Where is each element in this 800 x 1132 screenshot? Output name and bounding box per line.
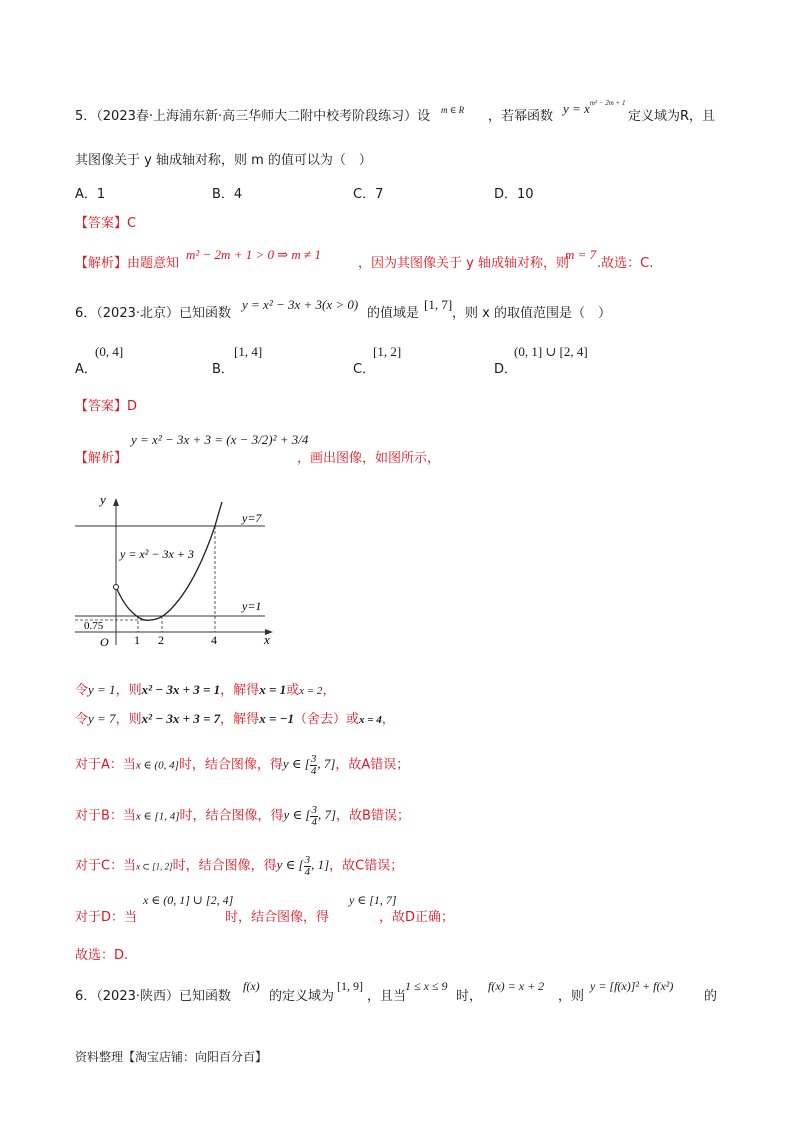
q7-line1-a: 6．（2023·陕西）已知函数 bbox=[75, 989, 231, 1004]
q6-conclusion: 故选：D. bbox=[75, 948, 129, 963]
q6-analysis-math: y = x² − 3x + 3 = (x − 3/2)² + 3/4 bbox=[131, 432, 309, 447]
q6-case-a: 对于A：当x ∈ (0, 4]时，结合图像，得y ∈ [ $\frac{3}{4}$ , 7]，故A错误； bbox=[75, 753, 410, 777]
q6-option-b-label: B． bbox=[212, 362, 234, 377]
q6-case-c: 对于C：当x ⊂ [1, 2]时，结合图像，得y ∈ [ $\frac{3}{4}$ , 1]，故C错误； bbox=[75, 854, 404, 878]
graph-x-tick-2: 2 bbox=[158, 633, 164, 647]
q6-option-b-value: [1, 4] bbox=[234, 344, 263, 359]
q7-func: f(x) bbox=[243, 979, 260, 993]
y-axis-arrow bbox=[113, 498, 119, 506]
q6-tail: ，则 x 的取值范围是（ ） bbox=[452, 306, 611, 321]
q6-option-d-label: D． bbox=[494, 362, 518, 377]
q7-domain: [1, 9] bbox=[337, 979, 363, 993]
q5-set-cond: m ∈ R bbox=[441, 105, 465, 115]
q7-cond: 1 ≤ x ≤ 9 bbox=[405, 979, 448, 993]
q5-analysis-label: 【解析】由题意知 bbox=[75, 256, 180, 271]
graph-line-bottom-label: y=1 bbox=[242, 599, 262, 613]
open-point bbox=[114, 585, 119, 590]
q7-mid2: ，且当 bbox=[367, 989, 407, 1004]
q6-step-2: 令y = 7，则x² − 3x + 3 = 7，解得x = −1（舍去）或x = 4， bbox=[75, 711, 395, 727]
q5-analysis-end: .故选：C. bbox=[597, 256, 654, 271]
q5-number: 5． bbox=[75, 109, 97, 124]
q5-source: （2023春·上海浦东新·高三华师大二附中校考阶段练习）设 bbox=[96, 109, 431, 124]
graph-y-tick: 0.75 bbox=[84, 620, 104, 632]
q6-answer: 【答案】D bbox=[75, 399, 138, 414]
q5-analysis-mid: ，因为其图像关于 y 轴成轴对称，则 bbox=[358, 256, 569, 271]
parabola-curve bbox=[116, 502, 222, 620]
q5-analysis-math2: m = 7 bbox=[565, 247, 597, 262]
graph-origin: O bbox=[100, 635, 109, 649]
q7-expr: y = [f(x)]² + f(x²) bbox=[590, 979, 674, 993]
q6-option-a-label: A． bbox=[75, 362, 97, 377]
q5-option-b: B．4 bbox=[212, 187, 243, 202]
q7-end: 的 bbox=[704, 989, 718, 1004]
q6-case-b: 对于B：当x ∈ [1, 4]时，结合图像，得y ∈ [ $\frac{3}{4}$ , 7]，故B错误； bbox=[75, 804, 410, 828]
q6-range: [1, 7] bbox=[424, 297, 453, 312]
graph-y-label: y bbox=[100, 492, 106, 507]
q7-mid4: ，则 bbox=[558, 989, 585, 1004]
q6-option-a-value: (0, 4] bbox=[95, 344, 124, 359]
q7-def: f(x) = x + 2 bbox=[488, 979, 545, 993]
q6-option-c-value: [1, 2] bbox=[373, 344, 402, 359]
q5-line1 bbox=[75, 108, 430, 126]
q6-option-d-value: (0, 1] ∪ [2, 4] bbox=[514, 344, 588, 359]
graph-x-tick-1: 1 bbox=[134, 633, 140, 647]
q5-option-c: C．7 bbox=[353, 187, 384, 202]
q6-case-d-res: y ∈ [1, 7] bbox=[349, 893, 397, 907]
graph-x-tick-4: 4 bbox=[211, 633, 217, 647]
q6-step-1: 令y = 1，则x² − 3x + 3 = 1，解得x = 1或x = 2， bbox=[75, 682, 336, 698]
q7-mid3: 时， bbox=[456, 989, 483, 1004]
graph-line-top-label: y=7 bbox=[242, 511, 262, 525]
q5-mid: ，若幂函数 bbox=[488, 109, 554, 124]
q5-option-a: A．1 bbox=[75, 187, 106, 202]
q6-mid: 的值域是 bbox=[367, 306, 420, 321]
page-footer: 资料整理【淘宝店铺：向阳百分百】 bbox=[75, 1050, 268, 1064]
q5-option-d: D．10 bbox=[494, 187, 534, 202]
q6-analysis-end: ，画出图像，如图所示， bbox=[297, 451, 441, 466]
q6-func: y = x² − 3x + 3(x > 0) bbox=[242, 297, 359, 312]
q6-case-d-cond: x ∈ (0, 1] ∪ [2, 4] bbox=[143, 893, 234, 907]
q5-line2: 其图像关于 y 轴成轴对称，则 m 的值可以为（ ） bbox=[75, 153, 372, 168]
q7-mid: 的定义域为 bbox=[269, 989, 335, 1004]
function-graph bbox=[70, 490, 300, 650]
q5-tail: 定义域为R，且 bbox=[628, 109, 716, 124]
q6-analysis-label: 【解析】 bbox=[75, 451, 128, 466]
graph-x-label: x bbox=[264, 632, 270, 647]
q5-func: $y = x^{m^2 - 2m + 1}$ bbox=[563, 98, 626, 116]
q5-answer: 【答案】C bbox=[75, 216, 137, 231]
graph-curve-label: y = x² − 3x + 3 bbox=[120, 547, 194, 561]
q6-option-c-label: C． bbox=[353, 362, 376, 377]
q6-case-d: 对于D：当 时，结合图像，得 ，故D正确； bbox=[75, 910, 455, 925]
q6-line1-a: 6．（2023·北京）已知函数 bbox=[75, 306, 231, 321]
q5-analysis-math: m² − 2m + 1 > 0 ⇒ m ≠ 1 bbox=[186, 247, 321, 262]
